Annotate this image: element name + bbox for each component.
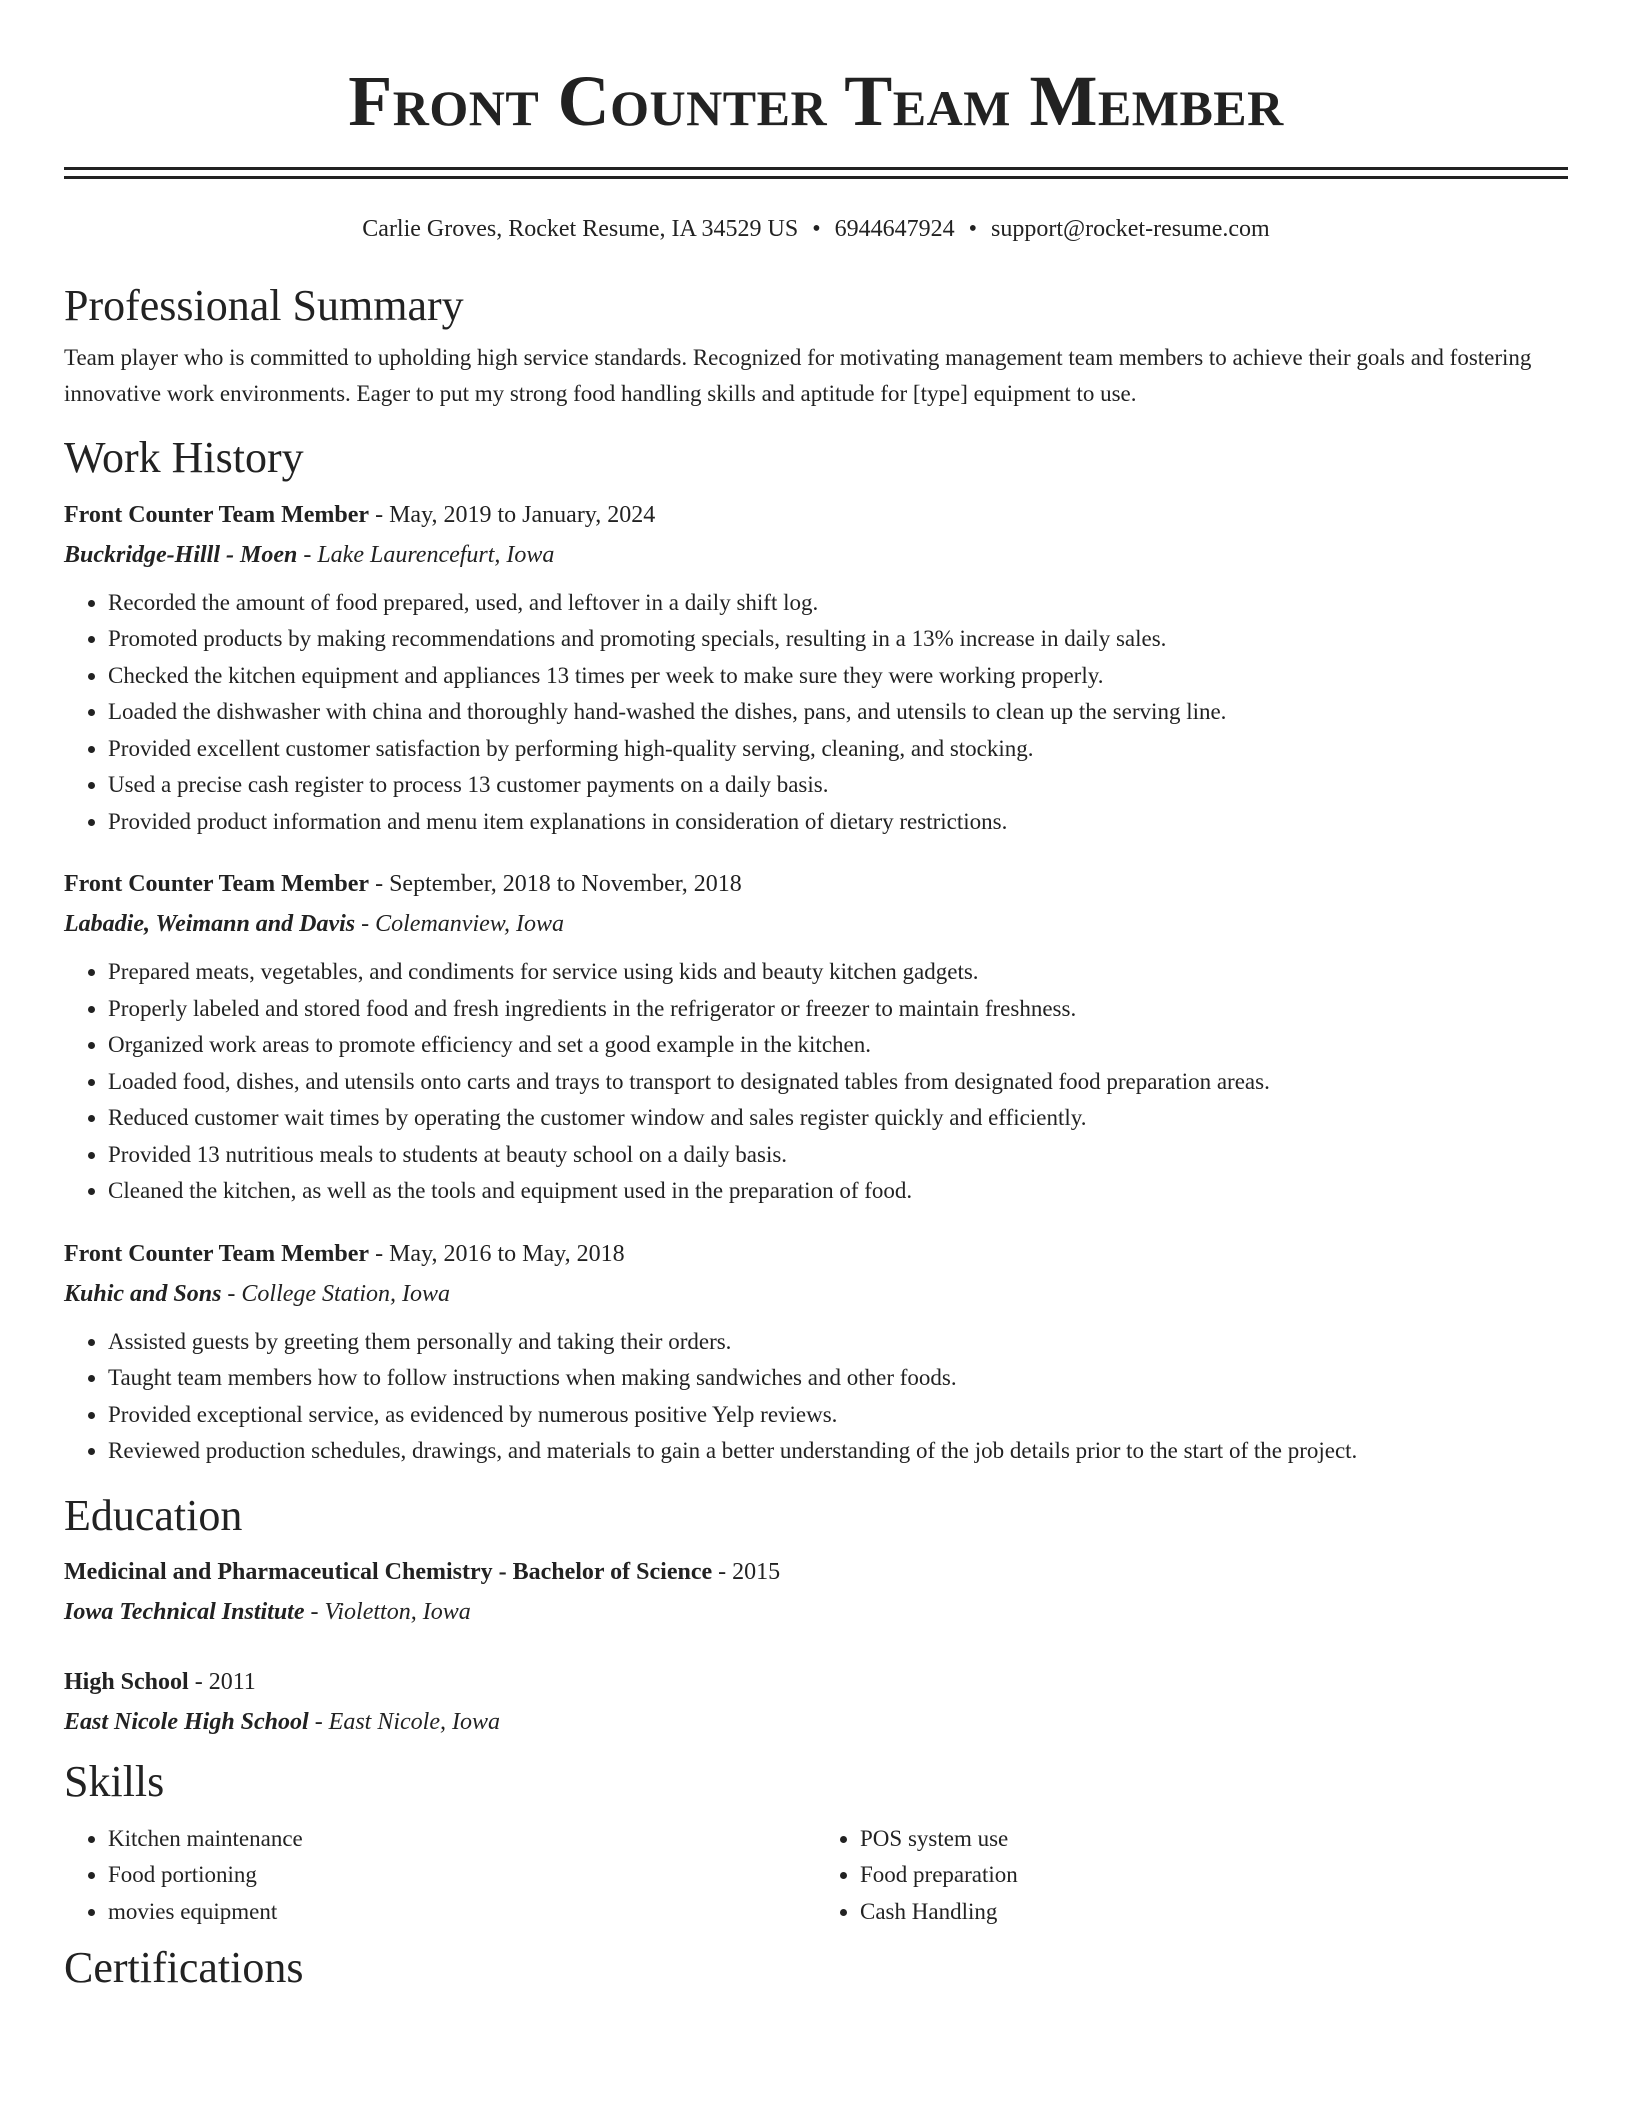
list-item: • Reduced customer wait times by operating the customer window and sales register quickly and efficiently. [108, 1100, 1568, 1137]
job-employer: Kuhic and Sons [64, 1280, 222, 1307]
list-item: • Assisted guests by greeting them personally and taking their orders. [108, 1324, 1568, 1361]
contact-address: Carlie Groves, Rocket Resume, IA 34529 US [362, 216, 799, 242]
education-year: - 2015 [712, 1559, 781, 1586]
education-degree-line [64, 1552, 1568, 1592]
job-employer: Labadie, Weimann and Davis [64, 911, 356, 938]
education-degree: High School [64, 1669, 189, 1696]
list-item: • Organized work areas to promote efficiency and set a good example in the kitchen. [108, 1027, 1568, 1064]
job-entry [64, 864, 1568, 1210]
section-heading-summary: Professional Summary [64, 281, 464, 330]
contact-separator: • [812, 216, 821, 242]
job-location: - Colemanview, Iowa [355, 911, 564, 938]
education-location: - Violetton, Iowa [304, 1599, 471, 1626]
education-entry [64, 1662, 1568, 1742]
job-employer-line [64, 1274, 1568, 1314]
list-item: • Prepared meats, vegetables, and condiments for service using kids and beauty kitchen gadgets. [108, 954, 1568, 991]
skill-item: • Cash Handling [860, 1894, 1568, 1931]
education-school-line [64, 1592, 1568, 1632]
list-item: • Provided excellent customer satisfaction by performing high-quality serving, cleaning, and stocking. [108, 731, 1568, 768]
job-location: - Lake Laurencefurt, Iowa [297, 541, 555, 568]
education-year: - 2011 [188, 1669, 256, 1696]
section-heading-certifications: Certifications [64, 1943, 304, 1993]
contact-email[interactable]: support@rocket-resume.com [991, 216, 1270, 242]
list-item: • Provided 13 nutritious meals to students at beauty school on a daily basis. [108, 1137, 1568, 1174]
education-degree-line [64, 1662, 1568, 1702]
list-item: • Taught team members how to follow instructions when making sandwiches and other foods. [108, 1360, 1568, 1397]
job-bullets [64, 1324, 1568, 1470]
list-item: • Recorded the amount of food prepared, used, and leftover in a daily shift log. [108, 585, 1568, 622]
education-degree: Medicinal and Pharmaceutical Chemistry - Bachelor of Science [64, 1559, 713, 1586]
job-title-line [64, 864, 1568, 904]
list-item: • Provided product information and menu item explanations in consideration of dietary restrictions. [108, 804, 1568, 841]
job-entry [64, 1234, 1568, 1470]
skill-item: • POS system use [860, 1821, 1568, 1858]
list-item: • Loaded food, dishes, and utensils onto carts and trays to transport to designated tables from designated food preparation areas. [108, 1064, 1568, 1101]
section-heading-work: Work History [64, 433, 304, 483]
section-heading-skills: Skills [64, 1757, 165, 1807]
job-title: Front Counter Team Member [64, 501, 370, 528]
page-title: Front Counter Team Member [348, 61, 1284, 141]
list-item: • Used a precise cash register to process 13 customer payments on a daily basis. [108, 767, 1568, 804]
list-item: • Promoted products by making recommendations and promoting specials, resulting in a 13% increase in daily sales. [108, 621, 1568, 658]
list-item: • Cleaned the kitchen, as well as the tools and equipment used in the preparation of food. [108, 1173, 1568, 1210]
skills-column-right [816, 1821, 1568, 1931]
list-item: • Properly labeled and stored food and fresh ingredients in the refrigerator or freezer to maintain freshness. [108, 991, 1568, 1028]
education-school: East Nicole High School [64, 1709, 309, 1736]
job-entry [64, 495, 1568, 841]
job-employer-line [64, 535, 1568, 575]
list-item: • Reviewed production schedules, drawings, and materials to gain a better understanding of the job details prior to the start of the project. [108, 1433, 1568, 1470]
skill-item: • Food preparation [860, 1857, 1568, 1894]
skills-column-left [64, 1821, 816, 1931]
education-school: Iowa Technical Institute [64, 1599, 305, 1626]
skill-item: • movies equipment [108, 1894, 816, 1931]
section-heading-education: Education [64, 1490, 243, 1540]
list-item: • Provided exceptional service, as evidenced by numerous positive Yelp reviews. [108, 1397, 1568, 1434]
skill-item: • Food portioning [108, 1857, 816, 1894]
education-location: - East Nicole, Iowa [308, 1709, 500, 1736]
job-title: Front Counter Team Member [64, 1240, 370, 1267]
skills-list [64, 1821, 1568, 1931]
education-school-line [64, 1702, 1568, 1742]
job-dates: - May, 2019 to January, 2024 [369, 501, 656, 528]
contact-phone: 6944647924 [834, 216, 955, 242]
job-dates: - May, 2016 to May, 2018 [369, 1240, 625, 1267]
job-employer-line [64, 904, 1568, 944]
contact-separator: • [968, 216, 978, 242]
contact-line [64, 214, 1568, 244]
job-title-line [64, 495, 1568, 535]
job-title: Front Counter Team Member [64, 871, 370, 898]
skill-item: • Kitchen maintenance [108, 1821, 816, 1858]
job-employer: Buckridge-Hilll - Moen [64, 541, 298, 568]
list-item: • Checked the kitchen equipment and appliances 13 times per week to make sure they were working properly. [108, 658, 1568, 695]
summary-text: Team player who is committed to upholding high service standards. Recognized for motivating management team members to achieve their goals and fostering innovative work environments. Eager to put my strong food handling skills and aptitude for [type] equipment to use. [64, 345, 1532, 407]
job-bullets [64, 585, 1568, 841]
job-location: - College Station, Iowa [221, 1280, 451, 1307]
job-bullets [64, 954, 1568, 1210]
job-dates: - September, 2018 to November, 2018 [369, 871, 742, 898]
list-item: • Loaded the dishwasher with china and thoroughly hand-washed the dishes, pans, and utensils to clean up the serving line. [108, 694, 1568, 731]
title-divider [64, 167, 1568, 179]
education-entry [64, 1552, 1568, 1632]
job-title-line [64, 1234, 1568, 1274]
